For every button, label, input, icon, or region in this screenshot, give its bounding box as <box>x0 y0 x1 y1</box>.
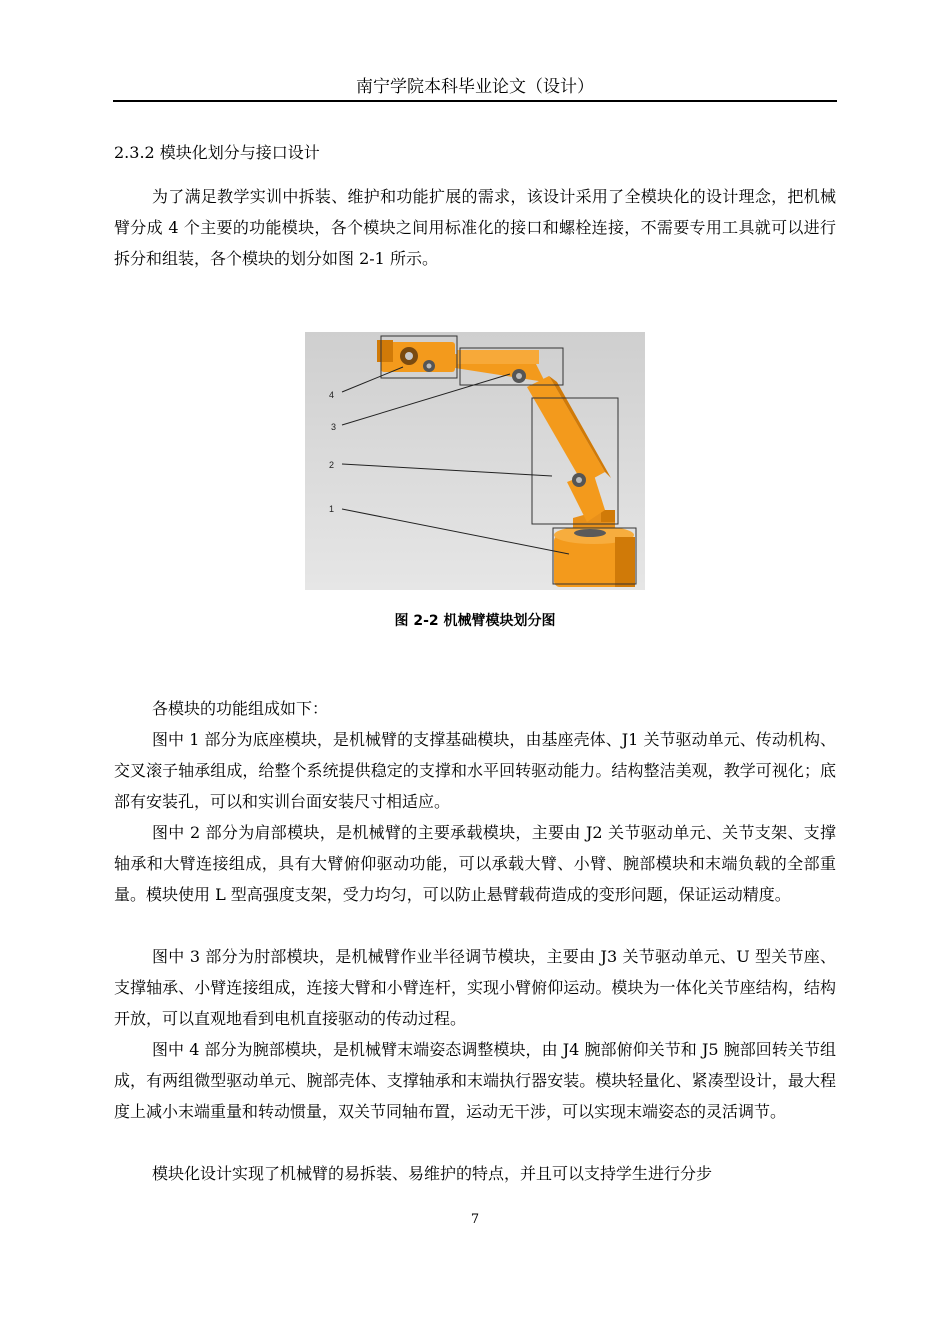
body-paragraph-4: 图中 3 部分为肘部模块，是机械臂作业半径调节模块，主要由 J3 关节驱动单元、U 型关节座、支撑轴承、小臂连接组成，连接大臂和小臂连杆，实现小臂俯仰运动。模块为一体化关节座结构，结构开放，可以直观地看到电机直接驱动的传动过程。 <box>114 947 836 1028</box>
page-number: 7 <box>470 1212 480 1227</box>
base-side <box>615 537 635 587</box>
wrist-flange-center <box>405 352 413 360</box>
page-header: 南宁学院本科毕业论文（设计） <box>356 77 594 97</box>
module-label-1: 1 <box>329 504 335 514</box>
robot-arm-illustration <box>305 332 645 590</box>
wrist-motor-hub <box>427 364 432 369</box>
section-title: 2.3.2 模块化划分与接口设计 <box>114 143 320 162</box>
robot-arm-figure <box>305 332 645 590</box>
body-paragraph-1: 各模块的功能组成如下： <box>152 699 329 718</box>
forearm-top <box>457 350 539 364</box>
body-paragraph-2: 图中 1 部分为底座模块，是机械臂的支撑基础模块，由基座壳体、J1 关节驱动单元、传动机构、交叉滚子轴承组成，给整个系统提供稳定的支撑和水平回转驱动能力。结构整洁美观，教学可视化；底部有安装孔，可以和实训台面安装尺寸相适应。 <box>114 730 836 811</box>
shoulder-plate <box>601 510 615 522</box>
elbow-motor-hub <box>516 373 522 379</box>
body-paragraph-6: 模块化设计实现了机械臂的易拆装、易维护的特点，并且可以支持学生进行分步 <box>152 1164 713 1183</box>
header-rule <box>113 100 837 102</box>
wrist-end <box>377 340 393 362</box>
figure-caption: 图 2-2 机械臂模块划分图 <box>394 613 556 629</box>
body-paragraph-3: 图中 2 部分为肩部模块，是机械臂的主要承载模块，主要由 J2 关节驱动单元、关节支架、支撑轴承和大臂连接组成，具有大臂俯仰驱动功能，可以承载大臂、小臂、腕部模块和末端负载的全部重量。模块使用 L 型高强度支架，受力均匀，可以防止悬臂载荷造成的变形问题，保证运动精度。 <box>114 823 836 904</box>
shoulder-motor-hub <box>576 477 582 483</box>
module-label-3: 3 <box>331 422 337 432</box>
intro-paragraph: 为了满足教学实训中拆装、维护和功能扩展的需求，该设计采用了全模块化的设计理念，把机械臂分成 4 个主要的功能模块，各个模块之间用标准化的接口和螺栓连接，不需要专用工具就可以进行拆分和组装，各个模块的划分如图 2-1 所示。 <box>114 187 836 268</box>
module-label-2: 2 <box>329 460 335 470</box>
body-paragraph-5: 图中 4 部分为腕部模块，是机械臂末端姿态调整模块，由 J4 腕部俯仰关节和 J5 腕部回转关节组成，有两组微型驱动单元、腕部壳体、支撑轴承和末端执行器安装。模块轻量化、紧凑型设计，最大程度上减小末端重量和转动惯量，双关节同轴布置，运动无干涉，可以实现末端姿态的灵活调节。 <box>114 1040 836 1121</box>
base-bearing <box>574 529 606 537</box>
module-label-4: 4 <box>329 390 335 400</box>
